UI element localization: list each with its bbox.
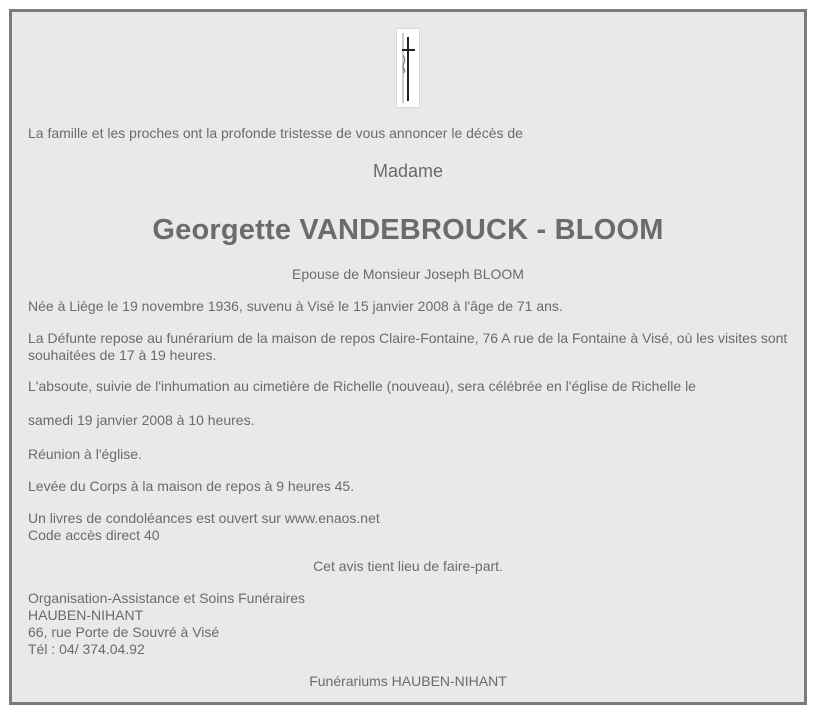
deceased-name: Georgette VANDEBROUCK - BLOOM [152, 214, 664, 246]
org-address: 66, rue Porte de Souvré à Visé [28, 624, 220, 640]
footer-text: Funérariums HAUBEN-NIHANT [309, 673, 507, 689]
org-phone: Tél : 04/ 374.04.92 [28, 641, 145, 657]
birth-death-text: Née à Liège le 19 novembre 1936, suvenu à Visé le 15 janvier 2008 à l'âge de 71 ans. [28, 298, 563, 314]
spouse-line: Epouse de Monsieur Joseph BLOOM [292, 266, 524, 282]
levee-text: Levée du Corps à la maison de repos à 9 heures 45. [28, 478, 355, 494]
crucifix-icon [396, 28, 420, 108]
faire-part-text: Cet avis tient lieu de faire-part. [313, 558, 503, 574]
absoute-text: L'absoute, suivie de l'inhumation au cimetière de Richelle (nouveau), sera célébrée en l'église de Richelle le [28, 378, 696, 394]
org-title: Organisation-Assistance et Soins Funéraires [28, 590, 306, 606]
condolences-line: Un livres de condoléances est ouvert sur www.enaos.net [28, 510, 380, 526]
org-name: HAUBEN-NIHANT [28, 607, 144, 623]
organisation-block [28, 590, 798, 658]
intro-text: La famille et les proches ont la profonde tristesse de vous annoncer le décès de [28, 125, 523, 141]
notice-frame [9, 9, 807, 705]
visitation-text: La Défunte repose au funérarium de la maison de repos Claire-Fontaine, 76 A rue de la Fontaine à Visé, où les visites sont souhaitées de 17 à 19 heures. [28, 330, 788, 363]
honorific: Madame [372, 161, 444, 181]
access-code-line: Code accès direct 40 [28, 527, 160, 543]
ceremony-date: samedi 19 janvier 2008 à 10 heures. [28, 412, 255, 428]
reunion-text: Réunion à l'église. [28, 446, 142, 462]
condolences-block [28, 510, 798, 544]
